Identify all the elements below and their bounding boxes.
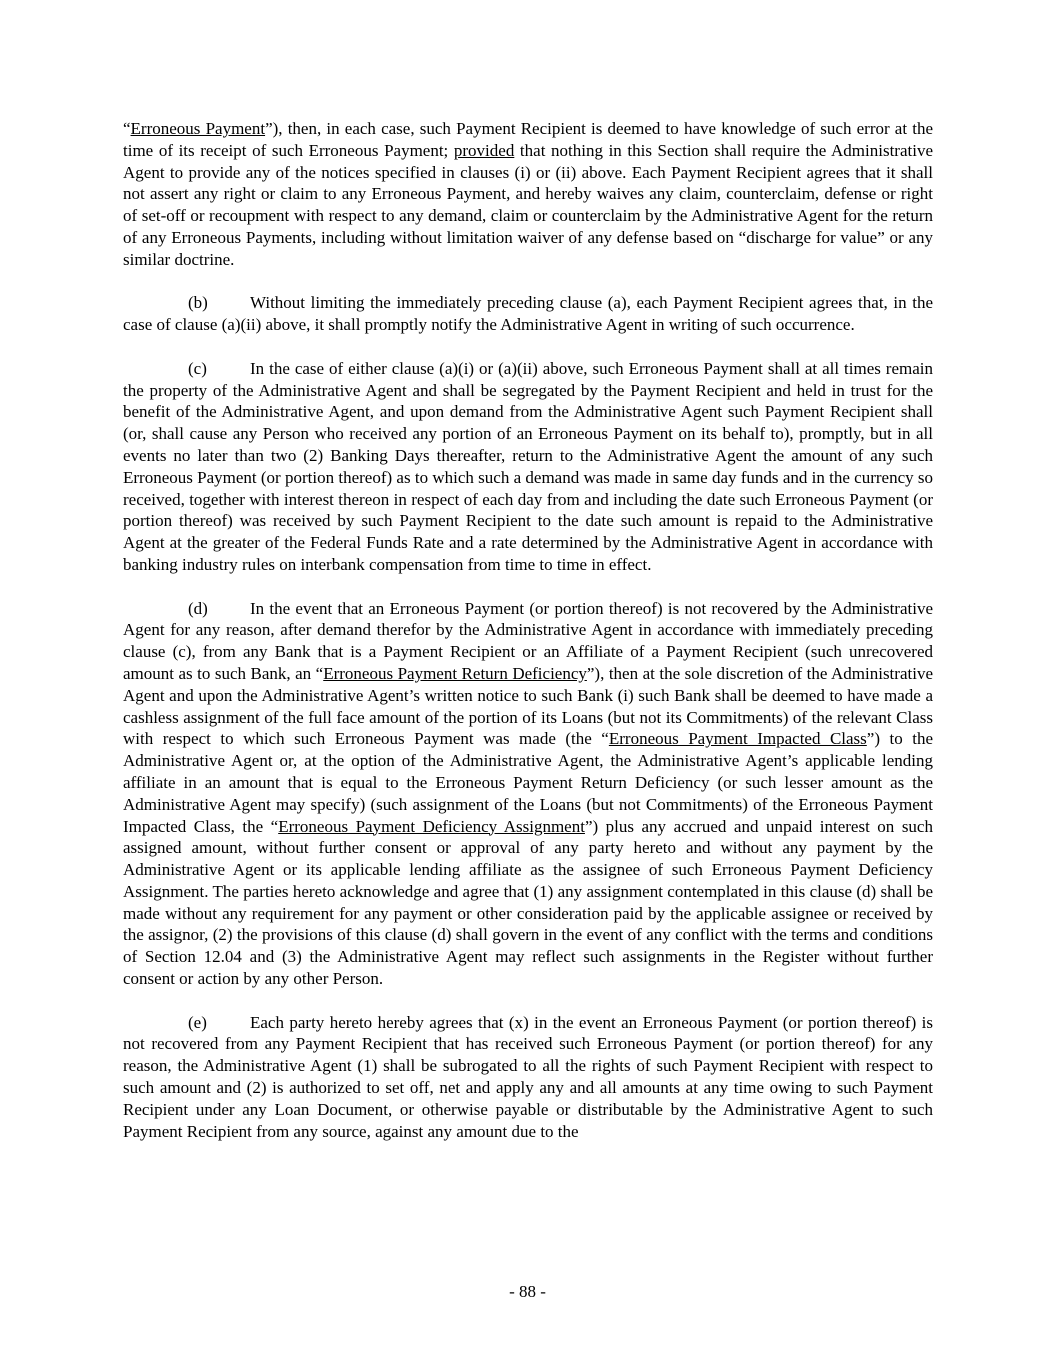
paragraph-label: (d) [188,598,208,618]
underlined-term: Erroneous Payment Return Deficiency [323,663,587,683]
paragraph-label: (b) [188,293,208,313]
text-segment: In the event that an Erroneous Payment (or portion thereof) is not recovered by the Administrative Agent for any reason, after demand therefor by the Administrative Agent in accordance with immediately preceding clause (c), from any Bank that is a Payment Recipient or an Affiliate of a Payment Recipient (such unrecovered amount as to such Bank, an “ [123,598,933,683]
text-segment: ”), then, in each case, such Payment Recipient is deemed to have knowledge of such error at the time of its receipt of such Erroneous Payment; [123,119,934,160]
paragraph [123,118,933,271]
underlined-term: Erroneous Payment [130,119,266,138]
text-segment: ”), then at the sole discretion of the Administrative Agent and upon the Administrative Agent’s written notice to such Bank (i) such Bank shall be deemed to have made a cashless assignment of the full face amount of the portion of its Loans (but not its Commitments) of the relevant Class with respect to which such Erroneous Payment was made (the “ [123,663,933,749]
paragraph-label: (e) [188,1012,207,1032]
page-number: - 88 - [509,1282,546,1302]
paragraph [123,292,933,336]
text-segment: Without limiting the immediately preceding clause (a), each Payment Recipient agrees that, in the case of clause (a)(ii) above, it shall promptly notify the Administrative Agent in writing of such occurrence. [123,293,933,335]
paragraph [123,598,933,990]
text-segment: “ [123,119,131,138]
underlined-term: provided [453,140,515,160]
document-body [123,118,933,1142]
paragraph [123,358,933,576]
paragraph [123,1012,933,1143]
paragraph-label: (c) [188,358,207,378]
text-segment: In the case of either clause (a)(i) or (a)(ii) above, such Erroneous Payment shall at all times remain the property of the Administrative Agent and shall be segregated by the Payment Recipient and held in trust for the benefit of the Administrative Agent, and upon demand from the Administrative Agent such Payment Recipient shall (or, shall cause any Person who received any portion of an Erroneous Payment on its behalf to), promptly, but in all events no later than two (2) Banking Days thereafter, return to the Administrative Agent the amount of any such Erroneous Payment (or portion thereof) as to which such a demand was made in same day funds and in the currency so received, together with interest thereon in respect of each day from and including the date such Erroneous Payment (or portion thereof) was received by such Payment Recipient to the date such amount is repaid to the Administrative Agent at the greater of the Federal Funds Rate and a rate determined by the Administrative Agent in accordance with banking industry rules on interbank compensation from time to time in effect. [123,358,933,574]
text-segment: that nothing in this Section shall require the Administrative Agent to provide any of the notices specified in clauses (i) or (ii) above. Each Payment Recipient agrees that it shall not assert any right or claim to any Erroneous Payment, and hereby waives any claim, counterclaim, defense or right of set-off or recoupment with respect to any demand, claim or counterclaim by the Administrative Agent for the return of any Erroneous Payments, including without limitation waiver of any defense based on “discharge for value” or any similar doctrine. [123,140,933,269]
text-segment: Each party hereto hereby agrees that (x) in the event an Erroneous Payment (or portion thereof) is not recovered from any Payment Recipient that has received such Erroneous Payment (or portion thereof) for any reason, the Administrative Agent (1) shall be subrogated to all the rights of such Payment Recipient with respect to such amount and (2) is authorized to set off, net and apply any and all amounts at any time owing to such Payment Recipient under any Loan Document, or otherwise payable or distributable by the Administrative Agent to such Payment Recipient from any source, against any amount due to the [123,1012,933,1141]
underlined-term: Erroneous Payment Impacted Class [608,729,867,749]
text-segment: ”) plus any accrued and unpaid interest on such assigned amount, without further consent or approval of any party hereto and without any payment by the Administrative Agent or its applicable lending affiliate as the assignee of such Erroneous Payment Deficiency Assignment. The parties hereto acknowledge and agree that (1) any assignment contemplated in this clause (d) shall be made without any requirement for any payment or other consideration paid by the applicable assignee or received by the assignor, (2) the provisions of this clause (d) shall govern in the event of any conflict with the terms and conditions of Section 12.04 and (3) the Administrative Agent may reflect such assignments in the Register without further consent or action by any other Person. [123,816,933,989]
text-segment: ”) to the Administrative Agent or, at the option of the Administrative Agent, the Administrative Agent’s applicable lending affiliate in an amount that is equal to the Erroneous Payment Return Deficiency (or such lesser amount as the Administrative Agent may specify) (such assignment of the Loans (but not Commitments) of the Erroneous Payment Impacted Class, the “ [123,729,933,836]
underlined-term: Erroneous Payment Deficiency Assignment [278,816,585,836]
